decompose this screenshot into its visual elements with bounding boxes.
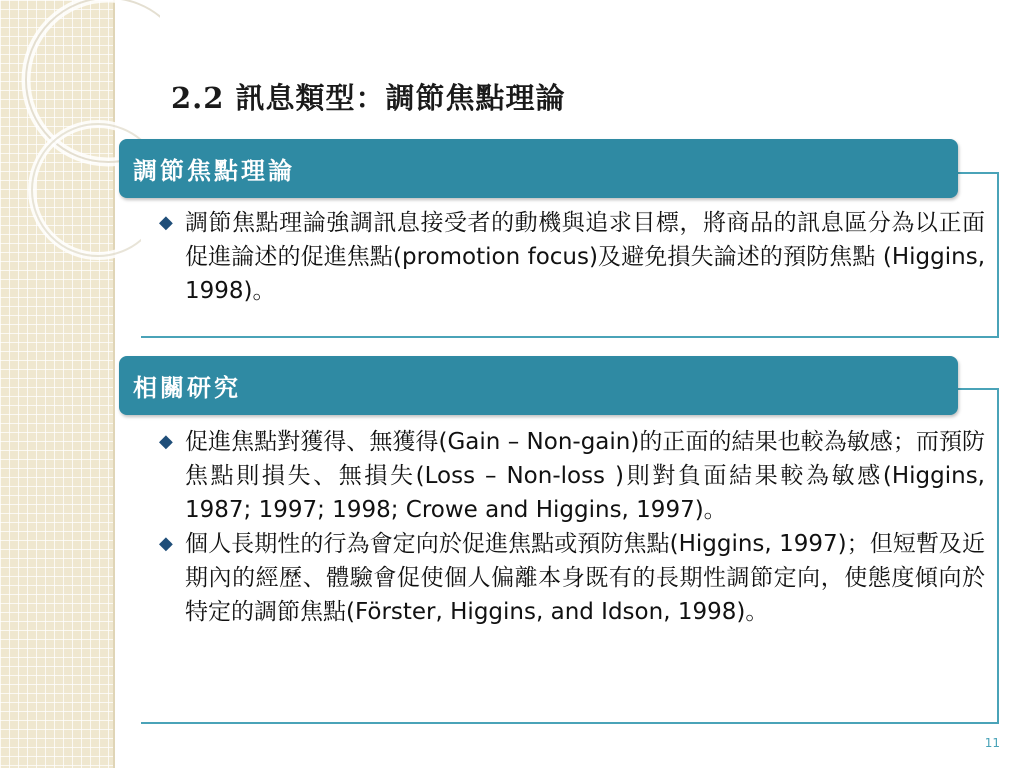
diamond-icon: ◆ [159, 212, 173, 233]
list-item [150, 527, 985, 629]
section-body-regulatory-focus [150, 206, 985, 308]
list-item [150, 425, 985, 527]
section-body-related-research [150, 425, 985, 629]
diamond-icon: ◆ [159, 533, 173, 554]
section-heading-label: 調節焦點理論 [133, 157, 295, 185]
slide-title: 2.2 訊息類型：調節焦點理論 [171, 81, 566, 115]
list-item-text: 促進焦點對獲得、無獲得(Gain – Non-gain)的正面的結果也較為敏感；而預防焦點則損失、無損失(Loss – Non-loss )則對負面結果較為敏感(Higgins, 1987; 1997; 1998; Crowe and Higgins, 1997)。 [185, 429, 985, 523]
section-heading-related-research [119, 356, 958, 415]
list-item-text: 個人長期性的行為會定向於促進焦點或預防焦點(Higgins, 1997)；但短暫及近期內的經歷、體驗會促使個人偏離本身既有的長期性調節定向，使態度傾向於特定的調節焦點(Förster, Higgins, and Idson, 1998)。 [185, 531, 985, 625]
diamond-icon: ◆ [159, 431, 173, 452]
list-item-text: 調節焦點理論強調訊息接受者的動機與追求目標，將商品的訊息區分為以正面促進論述的促進焦點(promotion focus)及避免損失論述的預防焦點 (Higgins, 1998)。 [185, 210, 985, 304]
section-heading-regulatory-focus [119, 139, 958, 198]
section-heading-label: 相關研究 [133, 374, 241, 402]
page-number: 11 [984, 736, 1000, 750]
list-item [150, 206, 985, 308]
